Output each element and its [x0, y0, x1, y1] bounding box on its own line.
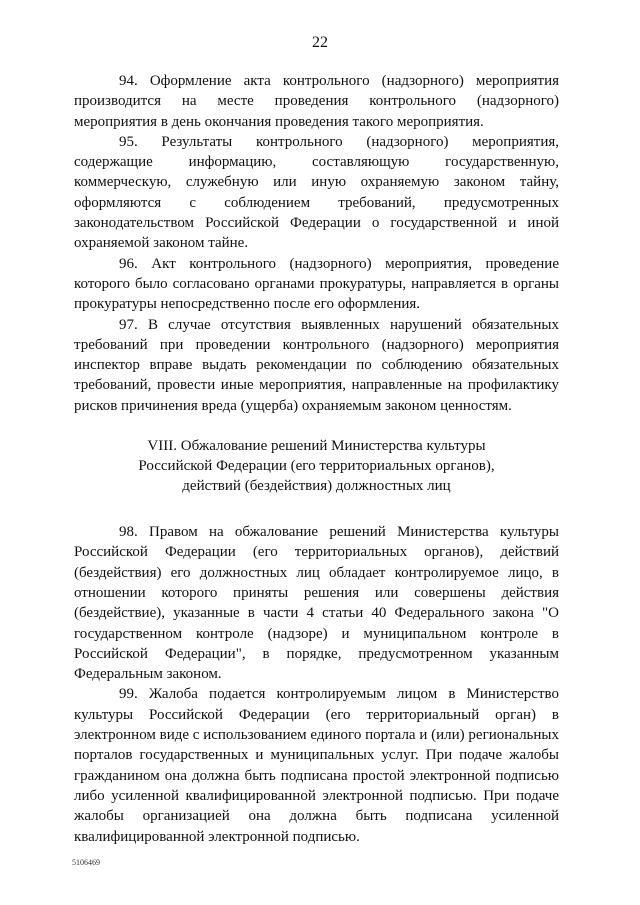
section-heading-line-3: действий (бездействия) должностных лиц	[182, 478, 451, 495]
paragraph-95: 95. Результаты контрольного (надзорного) мероприятия, содержащие информацию, составляющую государственную, коммерческую, служебную или иную охраняемую законом тайну, оформляются с соблюдением требований, предусмотренных законодательством Российской Федерации о государственной и иной охраняемой законом тайне.	[74, 133, 559, 252]
paragraph-96: 96. Акт контрольного (надзорного) мероприятия, проведение которого было согласовано органами прокуратуры, направляется в органы прокуратуры непосредственно после его оформления.	[74, 255, 559, 313]
document-body	[74, 71, 559, 847]
section-heading-line-1: VIII. Обжалование решений Министерства культуры	[147, 438, 486, 455]
document-code: 5106469	[72, 858, 100, 867]
section-heading-line-2: Российской Федерации (его территориальных органов),	[138, 458, 495, 475]
paragraph-98: 98. Правом на обжалование решений Министерства культуры Российской Федерации (его территориальных органов), действий (бездействия) его должностных лиц обладает контролируемое лицо, в отношении которого приняты решения или совершены действия (бездействие), указанные в части 4 статьи 40 Федерального закона "О государственном контроле (надзоре) и муниципальном контроле в Российской Федерации", в порядке, предусмотренном указанным Федеральным законом.	[74, 524, 559, 683]
paragraph-94: 94. Оформление акта контрольного (надзорного) мероприятия производится на месте проведения контрольного (надзорного) мероприятия в день окончания проведения такого мероприятия.	[74, 73, 559, 130]
page-number: 22	[312, 34, 328, 51]
paragraph-99: 99. Жалоба подается контролируемым лицом в Министерство культуры Российской Федерации (его территориальный орган) в электронном виде с использованием единого портала и (или) региональных порталов государственных и муниципальных услуг. При подаче жалобы гражданином она должна быть подписана простой электронной подписью либо усиленной квалифицированной электронной подписью. При подаче жалобы организацией она должна быть подписана усиленной квалифицированной электронной подписью.	[74, 686, 559, 845]
paragraph-97: 97. В случае отсутствия выявленных нарушений обязательных требований при проведении контрольного (надзорного) мероприятия инспектор вправе выдать рекомендации по соблюдению обязательных требований, провести иные мероприятия, направленные на профилактику рисков причинения вреда (ущерба) охраняемым законом ценностям.	[74, 316, 559, 414]
section-heading	[74, 436, 559, 496]
